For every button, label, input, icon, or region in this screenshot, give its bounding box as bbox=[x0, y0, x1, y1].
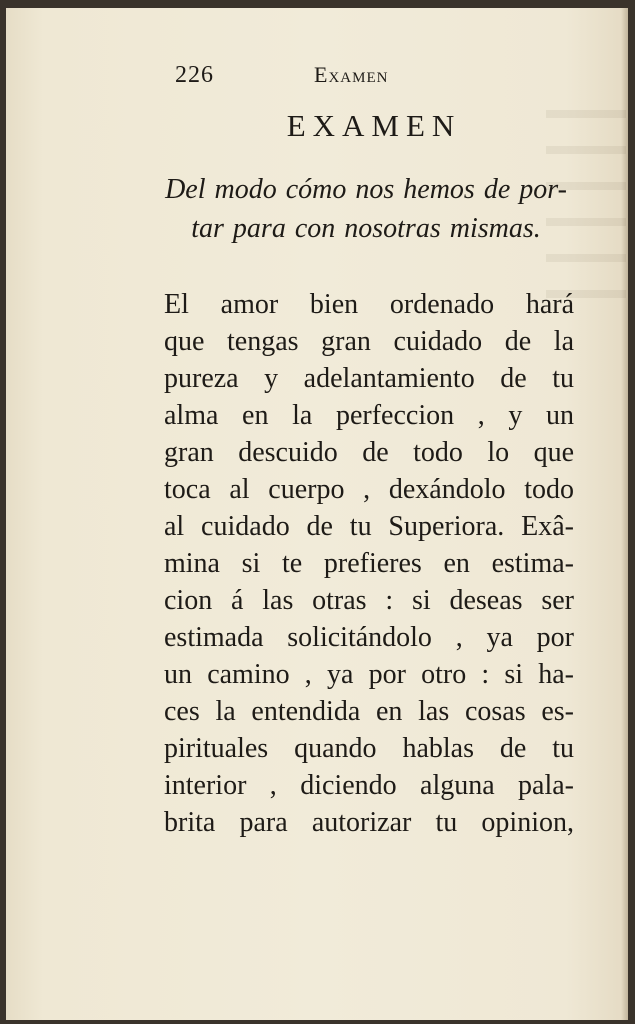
body-paragraph bbox=[164, 286, 574, 841]
subtitle-line: Del modo cómo nos hemos de por- bbox=[165, 174, 567, 205]
text-line: al cuidado de tu Superiora. Exâ- bbox=[164, 511, 574, 542]
text-line: gran descuido de todo lo que bbox=[164, 437, 574, 468]
text-line: cion á las otras : si deseas ser bbox=[164, 585, 574, 616]
book-page bbox=[6, 8, 628, 1020]
text-line: un camino , ya por otro : si ha- bbox=[164, 659, 574, 690]
text-line: estimada solicitándolo , ya por bbox=[164, 622, 574, 653]
text-line: brita para autorizar tu opinion, bbox=[164, 807, 574, 838]
running-head: Examen bbox=[314, 62, 389, 87]
text-line: mina si te prefieres en estima- bbox=[164, 548, 574, 579]
text-line: alma en la perfeccion , y un bbox=[164, 400, 574, 431]
page-header bbox=[166, 54, 426, 88]
subtitle-line: tar para con nosotras mismas. bbox=[191, 213, 541, 244]
page-edge-shadow bbox=[621, 8, 628, 1020]
section-title: EXAMEN bbox=[286, 108, 462, 143]
text-line: El amor bien ordenado hará bbox=[164, 289, 574, 320]
text-line: interior , diciendo alguna pala- bbox=[164, 770, 574, 801]
page-number: 226 bbox=[175, 62, 214, 88]
text-line: pureza y adelantamiento de tu bbox=[164, 363, 574, 394]
text-line: pirituales quando hablas de tu bbox=[164, 733, 574, 764]
text-line: toca al cuerpo , dexándolo todo bbox=[164, 474, 574, 505]
section-subtitle bbox=[156, 170, 576, 248]
text-line: que tengas gran cuidado de la bbox=[164, 326, 574, 357]
text-line: ces la entendida en las cosas es- bbox=[164, 696, 574, 727]
